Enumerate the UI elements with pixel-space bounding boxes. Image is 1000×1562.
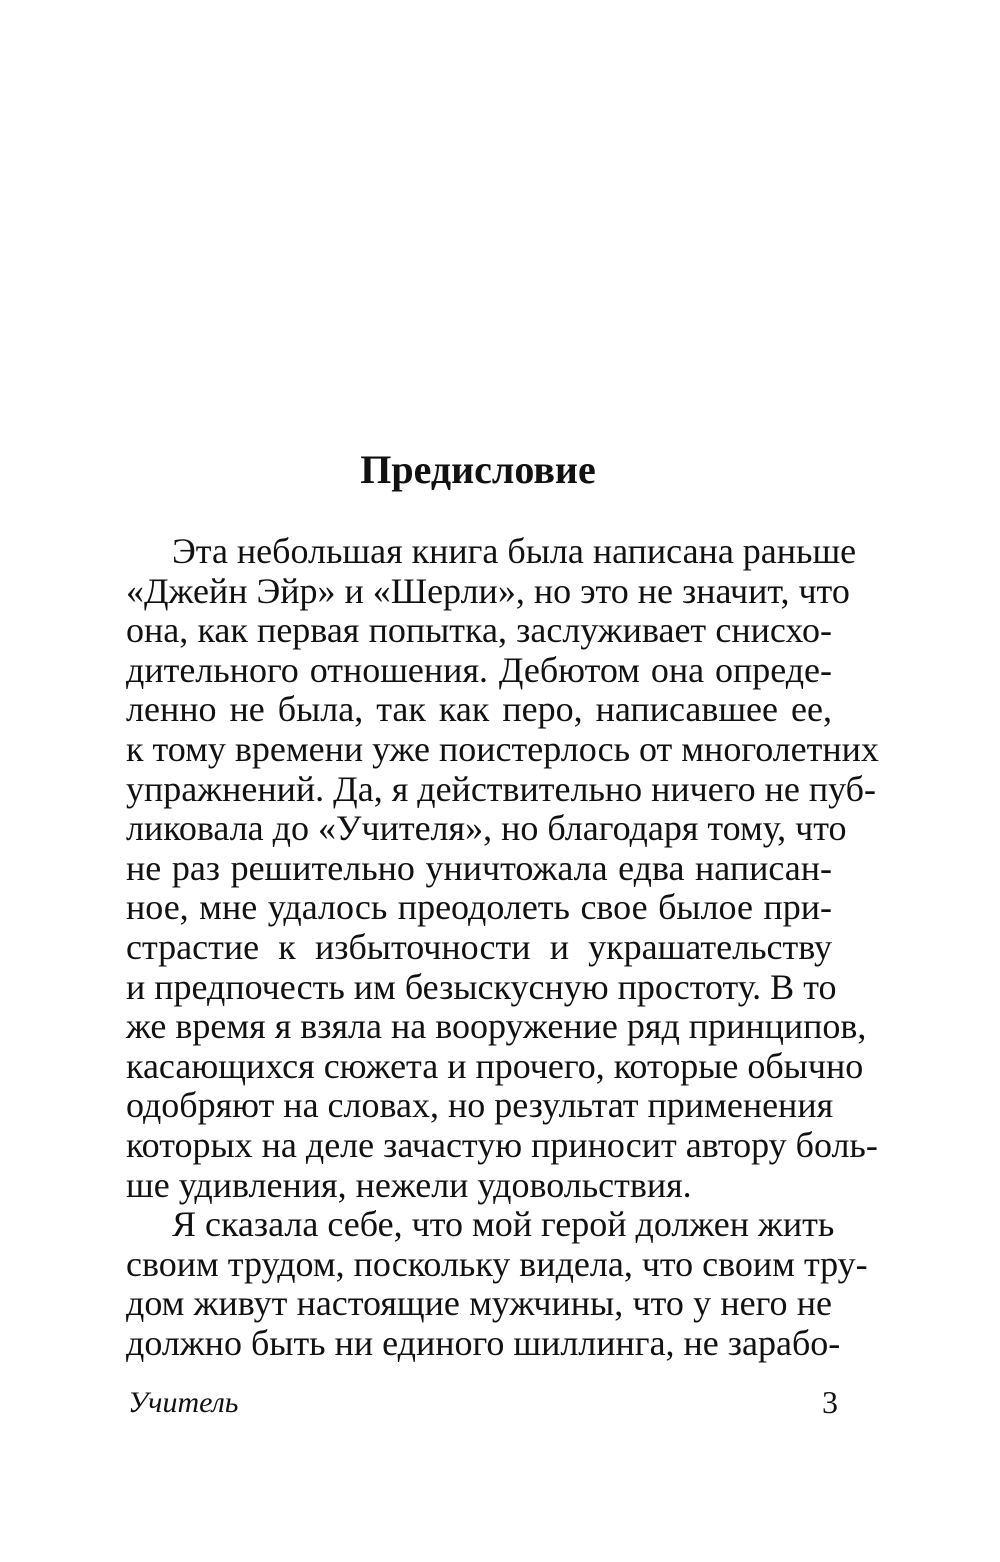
text-line: ное, мне удалось преодолеть свое былое при- bbox=[126, 887, 832, 928]
text-line: должно быть ни единого шиллинга, не зарабо- bbox=[126, 1322, 841, 1363]
text-line: Эта небольшая книга была написана раньше bbox=[172, 531, 857, 571]
paragraph bbox=[126, 1204, 868, 1363]
text-line: касающихся сюжета и прочего, которые обычно bbox=[126, 1045, 864, 1086]
text-line: упражнений. Да, я действительно ничего не пуб- bbox=[126, 768, 876, 809]
text-line: ше удивления, нежели удовольствия. bbox=[126, 1164, 692, 1205]
text-line: к тому времени уже поистерлось от многолетних bbox=[126, 728, 879, 769]
text-line: ленно не была, так как перо, написавшее ее, bbox=[126, 689, 832, 730]
text-line: она, как первая попытка, заслуживает снисхо- bbox=[126, 610, 832, 651]
text-line: которых на деле зачастую приносит автору боль- bbox=[126, 1124, 878, 1165]
text-line: одобряют на словах, но результат применения bbox=[126, 1085, 834, 1126]
text-line: и предпочесть им безыскусную простоту. В то bbox=[126, 966, 837, 1007]
body-text bbox=[126, 531, 879, 1363]
text-line: не раз решительно уничтожала едва написан- bbox=[126, 847, 832, 888]
text-line: своим трудом, поскольку видела, что своим тру- bbox=[126, 1243, 868, 1284]
text-line: ликовала до «Учителя», но благодаря тому, что bbox=[126, 808, 847, 849]
page-number: 3 bbox=[822, 1384, 838, 1420]
text-line: страстие к избыточности и украшательству bbox=[126, 926, 832, 967]
text-line: дительного отношения. Дебютом она опреде- bbox=[126, 649, 832, 690]
text-line: же время я взяла на вооружение ряд принципов, bbox=[126, 1006, 867, 1047]
chapter-title: Предисловие bbox=[360, 447, 596, 492]
text-line: «Джейн Эйр» и «Шерли», но это не значит, что bbox=[126, 570, 850, 611]
running-title: Учитель bbox=[128, 1386, 239, 1419]
text-line: дом живут настоящие мужчины, что у него не bbox=[126, 1283, 832, 1324]
text-line: Я сказала себе, что мой герой должен жить bbox=[172, 1204, 835, 1245]
paragraph bbox=[126, 531, 879, 1205]
